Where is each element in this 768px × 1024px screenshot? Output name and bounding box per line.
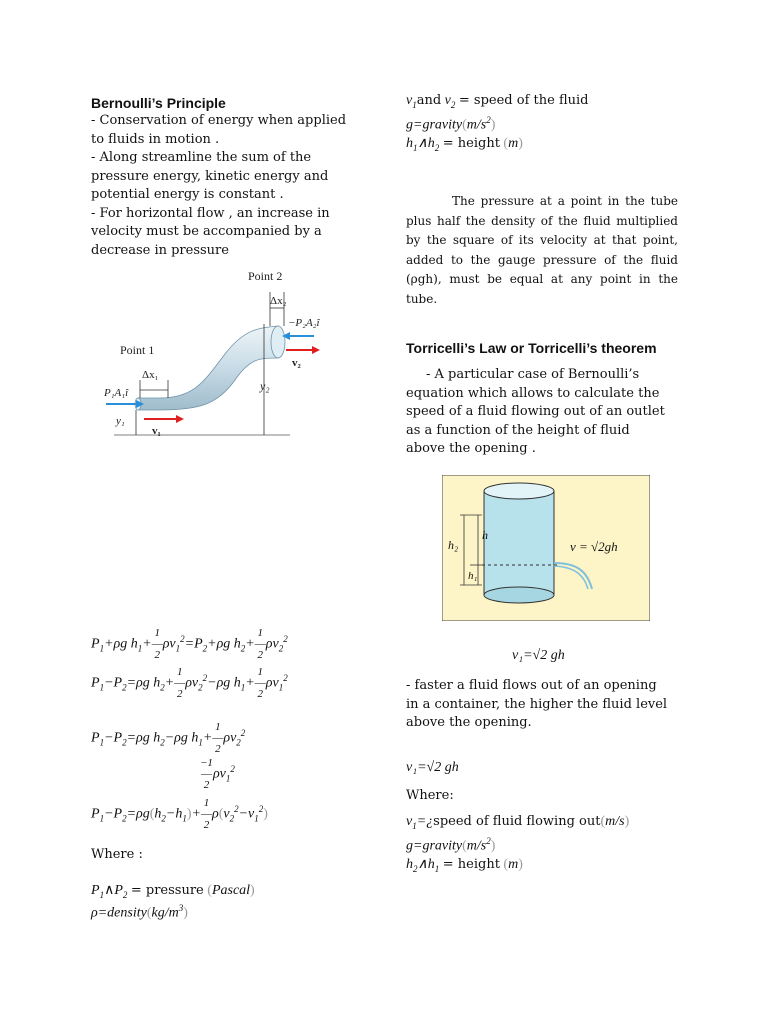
def-height-2: $h_2\wedge h_1$ = height (m): [406, 857, 523, 874]
torricelli-tank-figure: [442, 475, 650, 621]
label-dx1: Δx₁: [142, 369, 159, 381]
label-v-formula: v = √2gh: [570, 539, 618, 554]
def-gravity-2: $g=gravity(m/s^2)$: [406, 836, 496, 854]
bullet-conservation: - Conservation of energy when applied to fluids in motion .: [91, 113, 347, 147]
equation-bernoulli: $P_1+\rho g$ $h_1+1$ ― $2\rho v_1^2=P_2+\rho g$ $h_2+1$ ― $2\rho v_2^2$: [91, 627, 288, 661]
label-y2: y₂: [260, 379, 270, 393]
equation-step: $P_1-P_2=\rho g$ $h_2-\rho g$ $h_1+1$ ― $2\rho v_2^2$: [91, 721, 246, 755]
bullet-streamline: - Along streamline the sum of the pressure energy, kinetic energy and potential energy is constant .: [91, 150, 329, 202]
tank-top: [484, 483, 554, 499]
label-h1: h₁: [468, 570, 478, 582]
def-density: $\rho=density(kg/m^3)$: [91, 903, 188, 921]
torricelli-formula: v₁=√2 gh: [512, 648, 565, 663]
def-speed: $v_1and$ $v_2$ = speed of the fluid: [406, 93, 589, 110]
label-v2: v₂: [292, 357, 301, 369]
bernoulli-heading: Bernoulli’s Principle: [91, 95, 226, 111]
torricelli-heading: Torricelli’s Law or Torricelli’s theorem: [406, 340, 657, 356]
def-v1: $v_1=¿speed$ of fluid flowing out(m/s): [406, 814, 630, 831]
equation-final: $P_1-P_2=\rho g(h_2-h_1)+1$ ― $2\rho(v_2^2-v_1^2)$: [91, 797, 268, 831]
pressure-paragraph: The pressure at a point in the tube plus half the density of the fluid multiplied by the square of its velocity at that point, added to the gauge pressure of the fluid (ρgh), must be equal at any point in the tube.: [406, 194, 678, 306]
label-v1: v₁: [152, 425, 161, 437]
torricelli-formula-2: v₁=√2 gh: [406, 760, 459, 775]
label-p2a2: −P₂A₂î: [288, 317, 320, 329]
equation-step-cont: −1 ― $2\rho v_1^2$: [200, 757, 235, 791]
label-h2: h₂: [448, 538, 459, 552]
def-pressure: $P_1\wedge P_2$ = pressure (Pascal): [91, 883, 255, 900]
label-point2: Point 2: [248, 269, 283, 283]
tube-end-right: [271, 326, 285, 358]
bernoulli-tube-figure: [100, 262, 340, 442]
torricelli-description: - A particular case of Bernoulli’s equation which allows to calculate the speed of a fluid flowing out of an outlet as a function of the height of fluid above the opening .: [406, 367, 665, 456]
bullet-horizontal-flow: - For horizontal flow , an increase in velocity must be accompanied by a decrease in pressure: [91, 205, 330, 258]
tube-body: [138, 326, 278, 410]
label-point1: Point 1: [120, 343, 155, 357]
label-p1a1: P₁A₁î: [104, 387, 129, 399]
label-h: h: [482, 528, 488, 542]
label-y1: y₁: [116, 415, 125, 427]
def-gravity: $g=gravity(m/s^2)$: [406, 115, 496, 133]
label-dx2: Δx₂: [270, 295, 287, 307]
def-height: $h_1\wedge h_2$ = height (m): [406, 136, 523, 153]
bernoulli-bullets: [91, 112, 361, 260]
where-label-left: Where :: [91, 847, 143, 862]
equation-rearranged: $P_1-P_2=\rho g$ $h_2+1$ ― $2\rho v_2^2-\rho g$ $h_1+1$ ― $2\rho v_1^2$: [91, 666, 288, 700]
bullet-faster: - faster a fluid flows out of an opening in a container, the higher the fluid level above the opening.: [406, 678, 668, 730]
where-label-right: Where:: [406, 788, 454, 803]
